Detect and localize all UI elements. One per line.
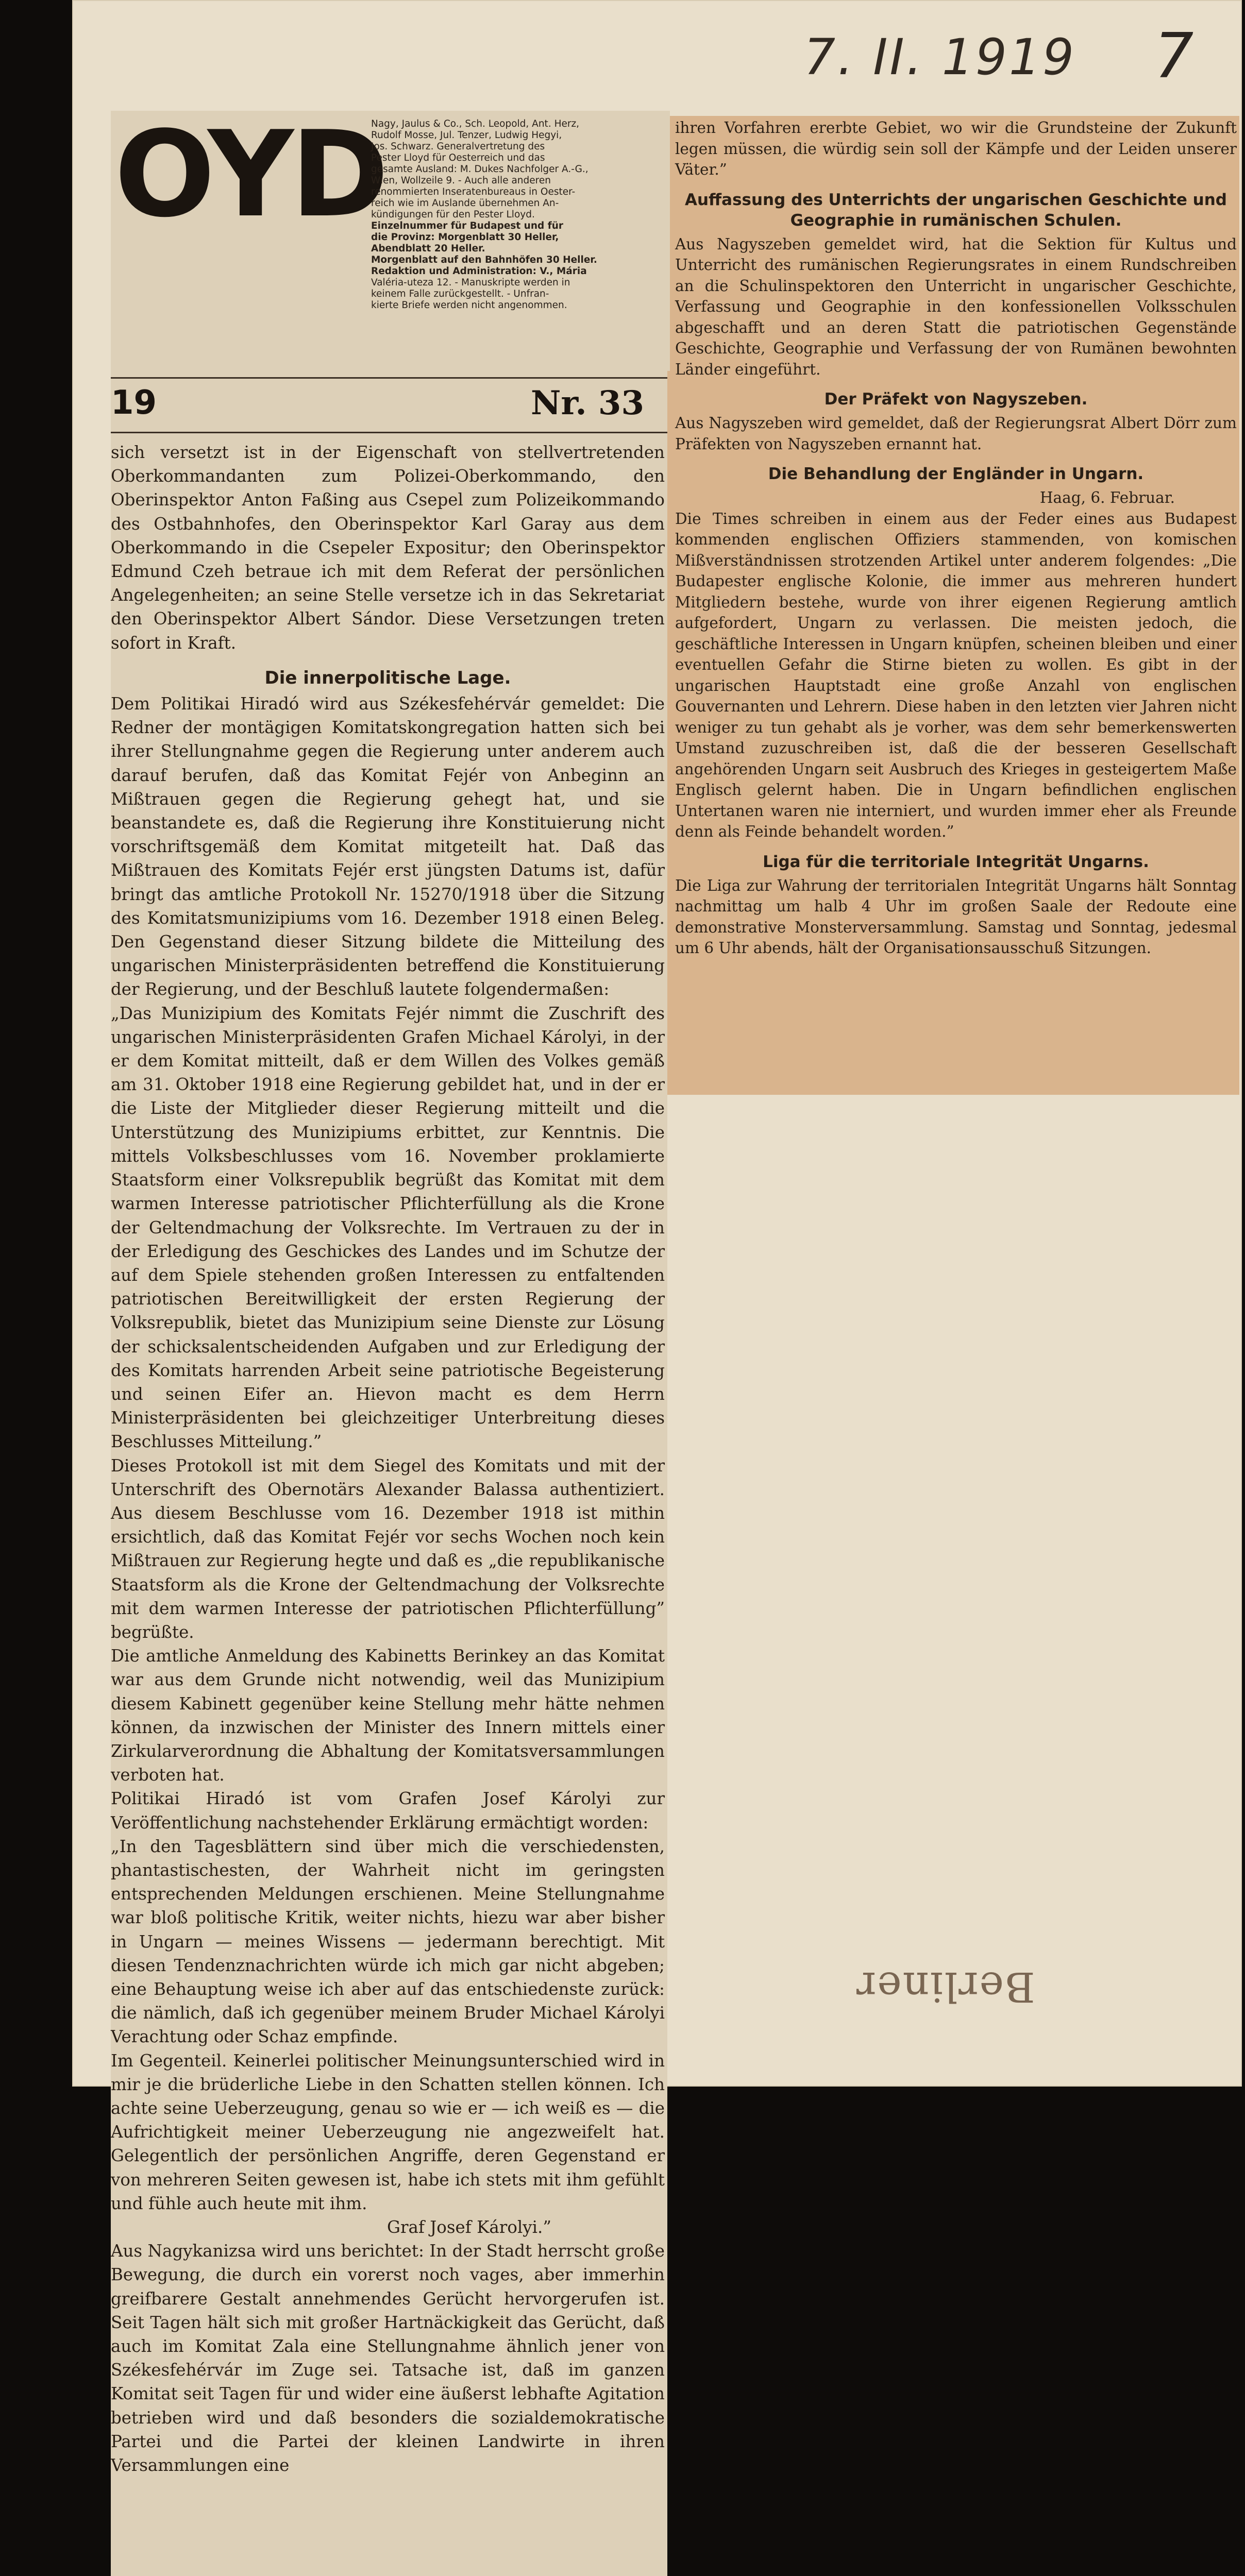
article-paragraph: Die amtliche Anmeldung des Kabinetts Berinkey an das Komitat war aus dem Grunde nicht notwendig, weil das Munizipium diesem Kabinett gegenüber keine Stellung mehr hätte nehmen können, da inzwischen der Minister des Innern mittels einer Zirkularverordnung die Abhaltung der Komitatsversammlungen verboten hat. — [111, 1646, 665, 1785]
article-paragraph: „In den Tagesblättern sind über mich die verschiedensten, phantastischesten, der Wahrheit nicht im geringsten entsprechenden Meldungen erschienen. Meine Stellungnahme war bloß politische Kritik, weiter nichts, hiezu war aber bisher in Ungarn — meines Wissens — jedermann berechtigt. Mit diesen Tendenznachrichten würde ich mich gar nicht abgeben; eine Behauptung weise ich aber auf das entschiedenste zurück: die nämlich, daß ich gegenüber meinem Bruder Michael Károlyi Verachtung oder Schaz empfinde. — [111, 1836, 665, 2047]
section-heading: Auffassung des Unterrichts der ungarischen Geschichte und Geographie in rumänischen Schulen. — [684, 190, 1227, 230]
handwritten-date: 7. II. 1919 — [804, 28, 1076, 86]
masthead-info-line: Jos. Schwarz. Generalvertretung des — [371, 141, 545, 152]
article-paragraph: ihren Vorfahren ererbte Gebiet, wo wir die Grundsteine der Zukunft legen müssen, die würdig sein soll der Kämpfe und der Leiden unserer Väter.” — [675, 119, 1237, 178]
masthead-title: OYD — [114, 106, 386, 244]
corner-mark: 7 — [1154, 21, 1194, 92]
article-paragraph: Aus Nagyszeben wird gemeldet, daß der Regierungsrat Albert Dörr zum Präfekten von Nagyszeben ernannt hat. — [675, 414, 1237, 453]
masthead-info-line: Wien, Wollzeile 9. - Auch alle anderen — [371, 175, 551, 186]
article-paragraph: Die Liga zur Wahrung der territorialen Integrität Ungarns hält Sonntag nachmittag um halb 4 Uhr im großen Saale der Redoute eine demonstrative Monsterversammlung. Samstag und Sonntag, jedesmal um 6 Uhr abends, hält der Organisationsausschuß Sitzungen. — [675, 876, 1237, 957]
article-paragraph: Dem Politikai Hiradó wird aus Székesfehérvár gemeldet: Die Redner der montägigen Komitatskongregation hatten sich bei ihrer Stellungnahme gegen die Regierung unter anderem auch darauf berufen, daß das Komitat Fejér von Anbeginn an Mißtrauen gegen die Regierung gehegt hat, und sie beanstandete es, daß die Regierung ihre Konstituierung nicht vorschriftsgemäß dem Komitat mitgeteilt hat. Daß das Mißtrauen des Komitats Fejér erst jüngsten Datums ist, dafür bringt das amtliche Protokoll Nr. 15270/1918 über die Sitzung des Komitatsmunizipiums vom 16. Dezember 1918 einen Beleg. Den Gegenstand dieser Sitzung bildete die Mitteilung des ungarischen Ministerpräsidenten betreffend die Konstituierung der Regierung, und der Beschluß lautete folgendermaßen: — [111, 694, 665, 999]
masthead-info-line: Abendblatt 20 Heller. — [371, 243, 485, 254]
masthead-info-line: reich wie im Auslande übernehmen An- — [371, 198, 559, 209]
section-heading: Der Präfekt von Nagyszeben. — [824, 390, 1088, 409]
masthead-info-line: gesamte Ausland: M. Dukes Nachfolger A.-G., — [371, 164, 588, 175]
signature: Graf Josef Károlyi.” — [387, 2217, 551, 2238]
masthead-info-line: Pester Lloyd für Oesterreich und das — [371, 152, 545, 163]
back-page-show-through: Berliner — [855, 1963, 1035, 2011]
article-paragraph: Aus Nagykanizsa wird uns berichtet: In der Stadt herrscht große Bewegung, die durch ein vorerst noch vages, aber immerhin greifbarere Gestalt annehmendes Gerücht hervorgerufen ist. Seit Tagen hält sich mit großer Hartnäckigkeit das Gerücht, daß auch im Komitat Zala eine Stellungnahme ähnlich jener von Székesfehérvár im Zuge sei. Tatsache ist, daß im ganzen Komitat seit Tagen für und wider eine äußerst lebhafte Agitation betrieben wird und daß besonders die sozialdemokratische Partei und die Partei der kleinen Landwirte in ihren Versammlungen eine — [111, 2241, 665, 2476]
left-article-column — [111, 440, 665, 2477]
masthead-info-line: Rudolf Mosse, Jul. Tenzer, Ludwig Hegyi, — [371, 130, 562, 141]
section-heading: Liga für die territoriale Integrität Ungarns. — [763, 852, 1149, 871]
masthead-info-line: renommierten Inseratenbureaus in Oester- — [371, 187, 576, 197]
header-rule-lower — [111, 432, 667, 433]
masthead-info-line: Einzelnummer für Budapest und für — [371, 221, 564, 231]
right-article-column — [675, 117, 1237, 959]
article-paragraph: sich versetzt ist in der Eigenschaft von stellvertretenden Oberkommandanten zum Polizei-Oberkommando, den Oberinspektor Anton Faßing aus Csepel zum Polizeikommando des Ostbahnhofes, den Oberinspektor Karl Garay aus dem Oberkommando in die Csepeler Expositur; den Oberinspektor Edmund Czeh betraue ich mit dem Referat der persönlichen Angelegenheiten; an seine Stelle versetze ich in das Sekretariat den Oberinspektor Albert Sándor. Diese Versetzungen treten sofort in Kraft. — [111, 443, 665, 653]
section-heading: Die innerpolitische Lage. — [264, 667, 511, 688]
masthead-info-line: keinem Falle zurückgestellt. - Unfran- — [371, 289, 549, 299]
article-paragraph: Dieses Protokoll ist mit dem Siegel des Komitats und mit der Unterschrift des Obernotärs Alexander Balassa authentiziert. Aus diesem Beschlusse vom 16. Dezember 1918 ist mithin ersichtlich, daß das Komitat Fejér vor sechs Wochen noch kein Mißtrauen zur Regierung hegte und daß es „die republikanische Staatsform als die Krone der Geltendmachung der Volksrechte mit dem warmen Interesse der patriotischen Pflichterfüllung” begrüßte. — [111, 1455, 665, 1642]
dateline: Haag, 6. Februar. — [1039, 489, 1175, 506]
article-paragraph: Politikai Hiradó ist vom Grafen Josef Károlyi zur Veröffentlichung nachstehender Erklärung ermächtigt worden: — [111, 1789, 665, 1833]
masthead-year: 19 — [111, 384, 157, 422]
masthead-info-line: Redaktion und Administration: V., Mária — [371, 266, 587, 277]
header-rule — [111, 377, 667, 379]
article-paragraph: Aus Nagyszeben gemeldet wird, hat die Sektion für Kultus und Unterricht des rumänischen Regierungsrates in einem Rundschreiben an die Schulinspektoren den Unterricht in ungarischer Geschichte, Verfassung und Geographie in den konfessionellen Volksschulen abgeschafft und an deren Statt die patriotischen Gegenstände Geschichte, Geographie und Verfassung der von Rumänen bewohnten Länder eingeführt. — [675, 235, 1237, 378]
masthead-info-line: kierte Briefe werden nicht angenommen. — [371, 300, 567, 311]
masthead-info-line: Valéria-uteza 12. - Manuskripte werden in — [371, 277, 570, 288]
masthead-info-line: Morgenblatt auf den Bahnhöfen 30 Heller. — [371, 255, 597, 265]
article-paragraph: Die Times schreiben in einem aus der Feder eines aus Budapest kommenden englischen Offiziers stammenden, von komischen Mißverständnissen strotzenden Artikel unter anderem folgendes: „Die Budapester englische Kolonie, die immer aus mehreren hundert Mitgliedern bestehe, wurde von ihrer eigenen Regierung amtlich aufgefordert, Ungarn zu verlassen. Die meisten jedoch, die geschäftliche Interessen in Ungarn knüpfen, scheinen bleiben und einer eventuellen Gefahr die Stirne bieten zu wollen. Es gibt in der ungarischen Hauptstadt eine große Anzahl von englischen Gouvernanten und Lehrern. Diese haben in den letzten vier Jahren nicht weniger zu tun gehabt als je vorher, was dem sehr bemerkenswerten Umstand zuzuschreiben ist, daß die der besseren Gesellschaft angehörenden Ungarn seit Ausbruch des Krieges in gesteigertem Maße Englisch gelernt haben. Die in Ungarn befindlichen englischen Untertanen waren nie interniert, und wurden immer eher als Freunde denn als Feinde behandelt worden.” — [675, 510, 1237, 840]
masthead-info-line: Nagy, Jaulus & Co., Sch. Leopold, Ant. Herz, — [371, 118, 580, 129]
article-paragraph: Im Gegenteil. Keinerlei politischer Meinungsunterschied wird in mir je die brüderliche Liebe in den Schatten stellen können. Ich achte seine Ueberzeugung, genau so wie er — ich weiß es — die Aufrichtigkeit meiner Ueberzeugung nie angezweifelt hat. Gelegentlich der persönlichen Angriffe, deren Gegenstand er von mehreren Seiten gewesen ist, habe ich stets mit ihm gefühlt und fühle auch heute mit ihm. — [111, 2050, 665, 2213]
issue-number: Nr. 33 — [531, 384, 644, 422]
article-paragraph: „Das Munizipium des Komitats Fejér nimmt die Zuschrift des ungarischen Ministerpräsidenten Grafen Michael Károlyi, in der er dem Komitat mitteilt, daß er dem Willen des Volkes gemäß am 31. Oktober 1918 eine Regierung gebildet hat, und in der er die Liste der Mitglieder dieser Regierung mitteilt und die Unterstützung des Munizipiums erbittet, zur Kenntnis. Die mittels Volksbeschlusses vom 16. November proklamierte Staatsform einer Volksrepublik begrüßt das Komitat mit dem warmen Interesse patriotischer Pflichterfüllung als die Krone der Geltendmachung der Volksrechte. Im Vertrauen zu der in der Erledigung des Geschickes des Landes und im Schutze der auf dem Spiele stehenden großen Interessen zu entfaltenden patriotischen Bereitwilligkeit der ersten Regierung der Volksrepublik, bietet das Munizipium seine Dienste zur Lösung der schicksalentscheidenden Aufgaben und zur Erledigung der des Komitats harrenden Arbeit seine patriotische Begeisterung und seinen Eifer an. Hievon macht es dem Herrn Ministerpräsidenten bei gleichzeitiger Unterbreitung dieses Beschlusses Mitteilung.” — [111, 1003, 665, 1452]
masthead-info-line: kündigungen für den Pester Lloyd. — [371, 209, 535, 220]
masthead-info-line: die Provinz: Morgenblatt 30 Heller, — [371, 232, 559, 243]
masthead-info — [371, 118, 665, 311]
section-heading: Die Behandlung der Engländer in Ungarn. — [768, 465, 1144, 483]
